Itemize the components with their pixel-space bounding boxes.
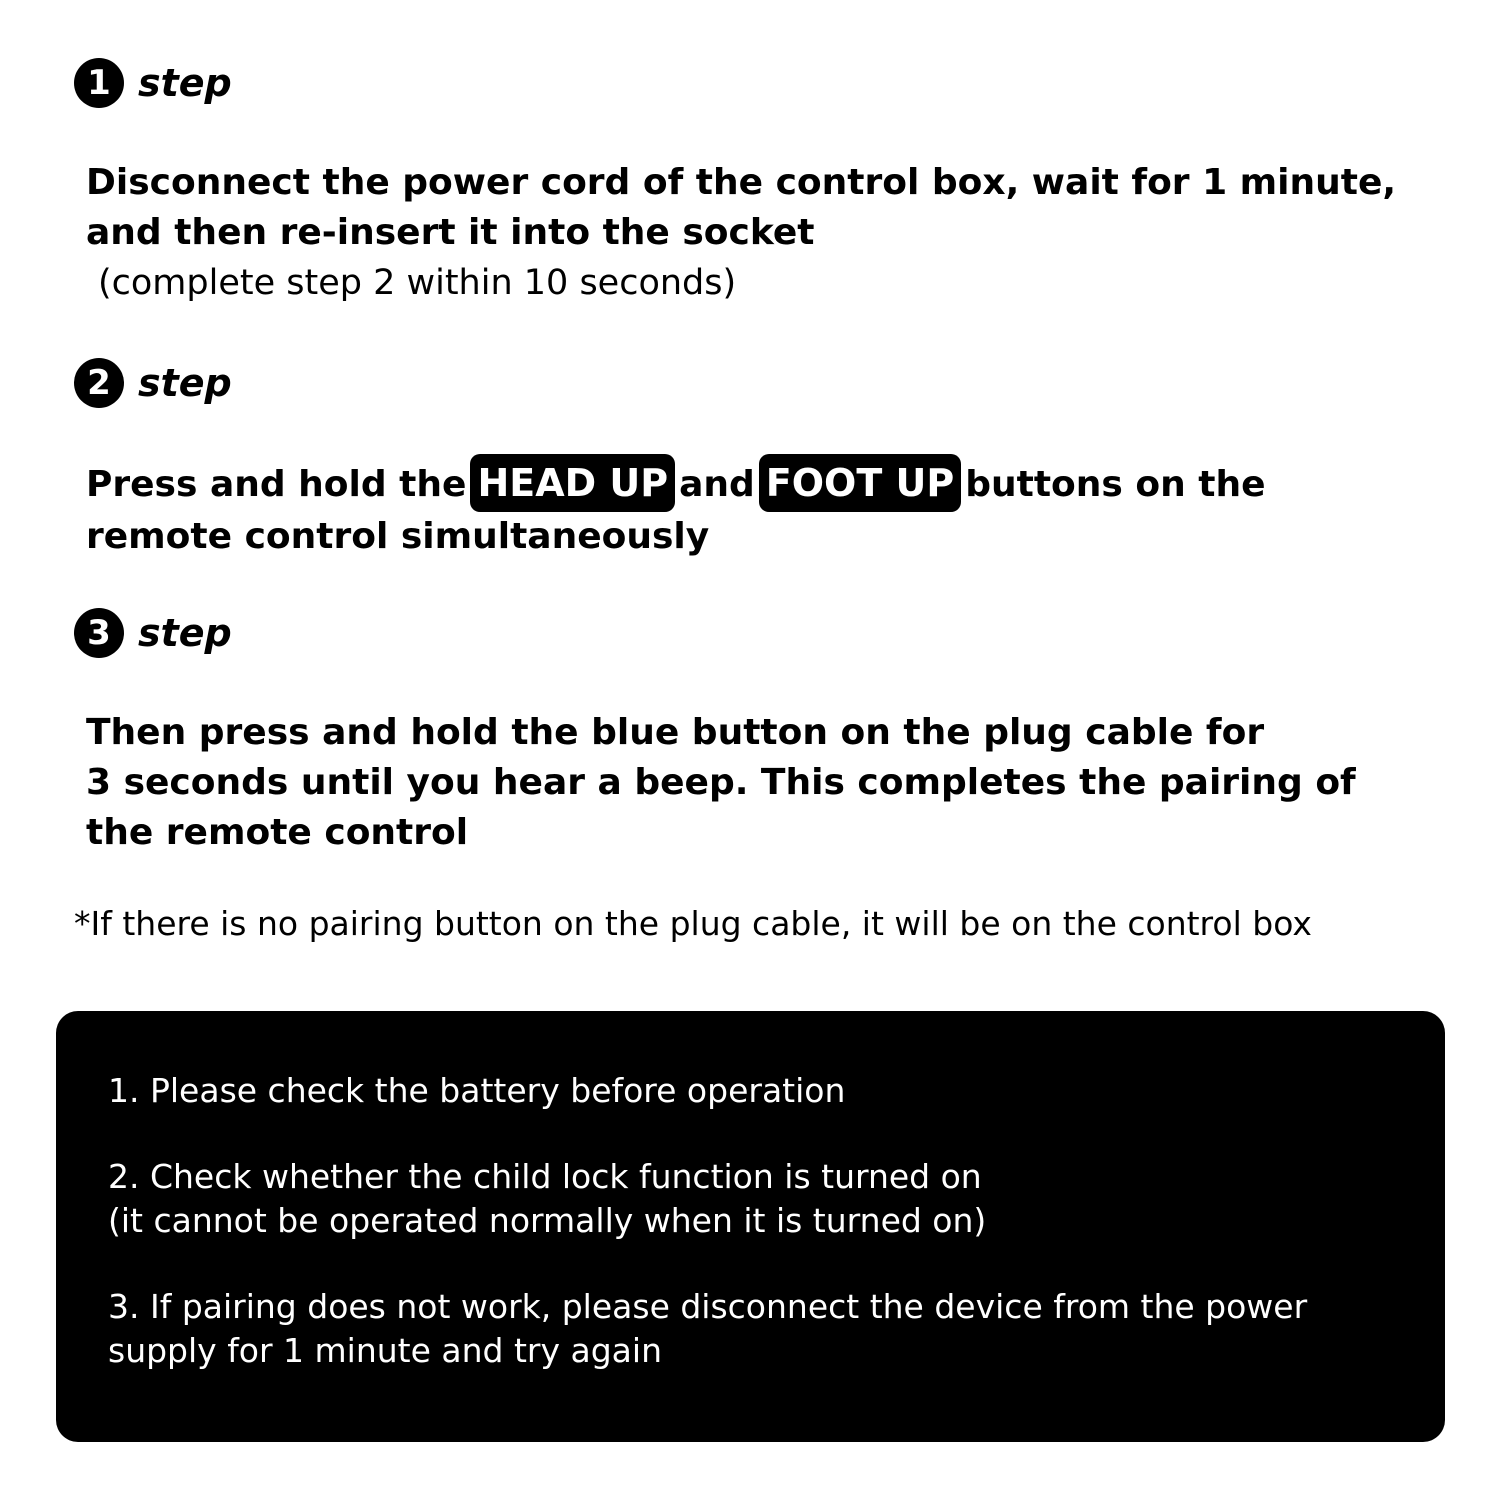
step-2-text-after: buttons on the [965, 464, 1266, 505]
step-3-line-1: Then press and hold the blue button on the plug cable for [86, 712, 1265, 753]
step-2-text-before: Press and hold the [86, 464, 467, 505]
step-number-badge: 2 [74, 358, 124, 408]
step-label: step [138, 611, 232, 655]
step-2-line-1 [86, 454, 1446, 512]
tip-3-line-1: 3. If pairing does not work, please disconnect the device from the power [108, 1287, 1308, 1326]
step-3-heading [74, 608, 232, 658]
step-2-line-2: remote control simultaneously [86, 516, 710, 557]
step-3-line-3: the remote control [86, 812, 469, 853]
step-label: step [138, 361, 232, 405]
head-up-button-label: HEAD UP [470, 454, 675, 512]
step-1-line-2: and then re-insert it into the socket [86, 212, 815, 253]
tip-2-line-2: (it cannot be operated normally when it is turned on) [108, 1201, 987, 1240]
foot-up-button-label: FOOT UP [759, 454, 961, 512]
step-2-heading [74, 358, 232, 408]
step-1-line-1: Disconnect the power cord of the control box, wait for 1 minute, [86, 162, 1397, 203]
tip-1-line-1: 1. Please check the battery before operation [108, 1071, 846, 1110]
tip-item [108, 1285, 1393, 1373]
step-1-note: (complete step 2 within 10 seconds) [98, 263, 737, 303]
tip-item [108, 1069, 1393, 1113]
tips-box [56, 1011, 1445, 1442]
tip-3-line-2: supply for 1 minute and try again [108, 1331, 662, 1370]
step-number-badge: 1 [74, 58, 124, 108]
step-1-heading [74, 58, 232, 108]
footnote: *If there is no pairing button on the plug cable, it will be on the control box [74, 904, 1312, 943]
tip-2-line-1: 2. Check whether the child lock function is turned on [108, 1157, 982, 1196]
step-label: step [138, 61, 232, 105]
tip-item [108, 1155, 1393, 1243]
step-number-badge: 3 [74, 608, 124, 658]
step-3-text [86, 708, 1446, 858]
step-2-text [86, 454, 1446, 562]
step-1-text [86, 158, 1446, 308]
step-3-line-2: 3 seconds until you hear a beep. This completes the pairing of [86, 762, 1356, 803]
step-2-text-middle: and [679, 464, 755, 505]
